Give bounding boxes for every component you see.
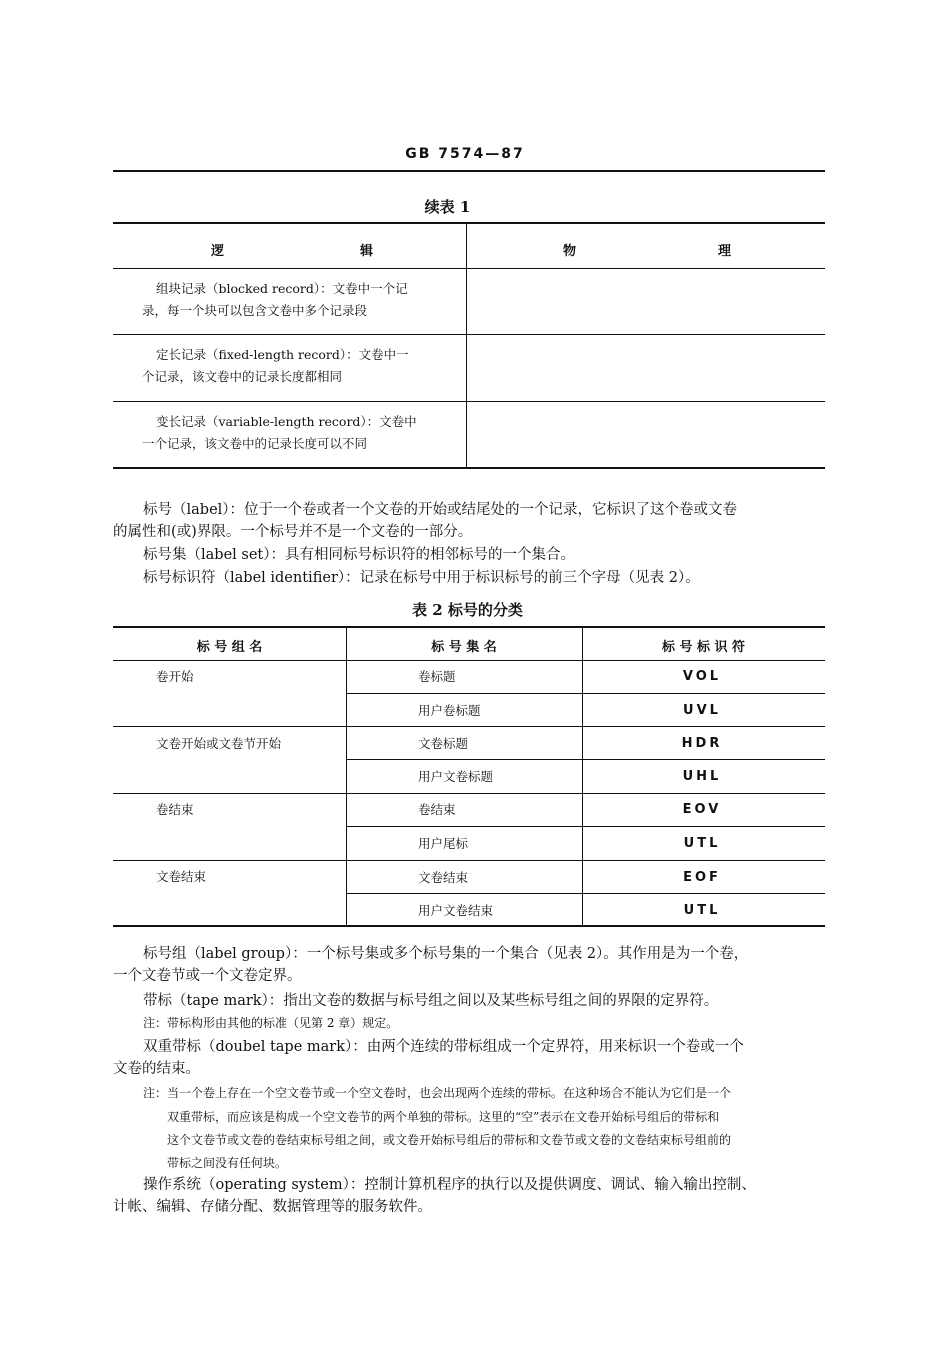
table2-group-name: 文卷开始或文卷节开始 [156, 736, 282, 751]
table2-set-name: 卷标题 [418, 669, 456, 684]
table2-set-name: 用户卷标题 [418, 703, 481, 718]
table2-top-rule [113, 626, 825, 628]
table2-header-rule [113, 660, 825, 661]
table2-header-identifier: 标 号 标 识 符 [661, 640, 746, 655]
table1-row-2-line-1: 定长记录（fixed-length record）：文卷中一 [156, 347, 409, 362]
note-line-2: 双重带标，而应该是构成一个空文卷节的两个单独的带标。这里的“空”表示在文卷开始标号组后的带标和 [167, 1110, 720, 1124]
table2-identifier: EOF [683, 870, 721, 885]
table1-row-1-line-2: 录，每一个块可以包含文卷中多个记录段 [142, 303, 368, 318]
table2-column-divider-1 [346, 627, 347, 925]
table2-group-name: 文卷结束 [156, 869, 207, 884]
table2-set-name: 用户尾标 [418, 836, 469, 851]
table2-identifier: UVL [683, 703, 721, 718]
table2-header-set: 标 号 集 名 [431, 640, 497, 655]
table2-identifier: VOL [682, 669, 722, 684]
table2-row-rule [346, 759, 825, 760]
table1-top-rule [113, 222, 825, 224]
table2-row-rule [346, 893, 825, 894]
table2-header-group: 标 号 组 名 [196, 640, 263, 655]
def-label-line-2: 的属性和(或)界限。一个标号并不是一个文卷的一部分。 [113, 524, 473, 540]
table1-row-3-line-2: 一个记录，该文卷中的记录长度可以不同 [142, 436, 368, 451]
table2-group-rule [113, 860, 825, 861]
note-tape-mark: 注：带标构形由其他的标准（见第 2 章）规定。 [143, 1016, 399, 1030]
table1-row-1-line-1: 组块记录（blocked record）：文卷中一个记 [156, 281, 408, 296]
def-operating-system-line-1: 操作系统（operating system）：控制计算机程序的执行以及提供调度、调试、输入输出控制、 [143, 1177, 756, 1193]
table1-header-logic-2: 辑 [360, 244, 374, 259]
def-double-tape-mark-line-2: 文卷的结束。 [113, 1061, 200, 1077]
def-operating-system-line-2: 计帐、编辑、存储分配、数据管理等的服务软件。 [113, 1199, 432, 1215]
table1-caption: 续表 1 [424, 198, 471, 216]
table2-row-rule [346, 693, 825, 694]
table2-identifier: HDR [681, 736, 723, 751]
table1-header-logic-1: 逻 [211, 244, 225, 259]
table1-header-physical-1: 物 [563, 244, 577, 259]
table1-row-rule [113, 401, 825, 402]
table2-group-rule [113, 726, 825, 727]
table2-group-rule [113, 793, 825, 794]
def-label-set: 标号集（label set）：具有相同标号标识符的相邻标号的一个集合。 [143, 547, 575, 563]
table2-identifier: UTL [683, 836, 721, 851]
header-rule [113, 170, 825, 172]
def-label-group-line-2: 一个文卷节或一个文卷定界。 [113, 968, 302, 984]
table2-set-name: 用户文卷标题 [418, 769, 494, 784]
table2-group-name: 卷开始 [156, 669, 194, 684]
table2-row-rule [346, 826, 825, 827]
def-tape-mark: 带标（tape mark）：指出文卷的数据与标号组之间以及某些标号组之间的界限的定界符。 [143, 993, 719, 1009]
def-label-identifier: 标号标识符（label identifier）：记录在标号中用于标识标号的前三个字母（见表 2）。 [143, 570, 700, 586]
note-line-4: 带标之间没有任何块。 [167, 1156, 288, 1170]
table2-identifier: EOV [682, 802, 722, 817]
table2-set-name: 文卷标题 [418, 736, 469, 751]
document-code: GB 7574—87 [405, 146, 525, 162]
table2-caption: 表 2 标号的分类 [412, 601, 523, 619]
table2-identifier: UHL [682, 769, 722, 784]
table1-row-3-line-1: 变长记录（variable-length record）：文卷中 [156, 414, 417, 429]
def-label-line-1: 标号（label）：位于一个卷或者一个文卷的开始或结尾处的一个记录，它标识了这个卷或文卷 [143, 502, 738, 518]
table1-row-rule [113, 334, 825, 335]
def-label-group-line-1: 标号组（label group）：一个标号集或多个标号集的一个集合（见表 2）。其作用是为一个卷， [143, 946, 749, 962]
table1-header-rule [113, 268, 825, 269]
table1-row-2-line-2: 个记录，该文卷中的记录长度都相同 [142, 369, 343, 384]
note-line-1: 注：当一个卷上存在一个空文卷节或一个空文卷时，也会出现两个连续的带标。在这种场合不能认为它们是一个 [143, 1086, 732, 1100]
table2-set-name: 用户文卷结束 [418, 903, 494, 918]
table1-bottom-rule [113, 467, 825, 469]
table1-header-physical-2: 理 [718, 244, 732, 259]
table2-identifier: UTL [683, 903, 721, 918]
table1-column-divider [466, 223, 467, 468]
def-double-tape-mark-line-1: 双重带标（doubel tape mark）：由两个连续的带标组成一个定界符，用来标识一个卷或一个 [143, 1039, 744, 1055]
table2-set-name: 卷结束 [418, 802, 456, 817]
table2-group-name: 卷结束 [156, 802, 194, 817]
note-line-3: 这个文卷节或文卷的卷结束标号组之间，或文卷开始标号组后的带标和文卷节或文卷的文卷结束标号组前的 [167, 1133, 732, 1147]
table2-set-name: 文卷结束 [418, 870, 469, 885]
table2-bottom-rule [113, 925, 825, 927]
